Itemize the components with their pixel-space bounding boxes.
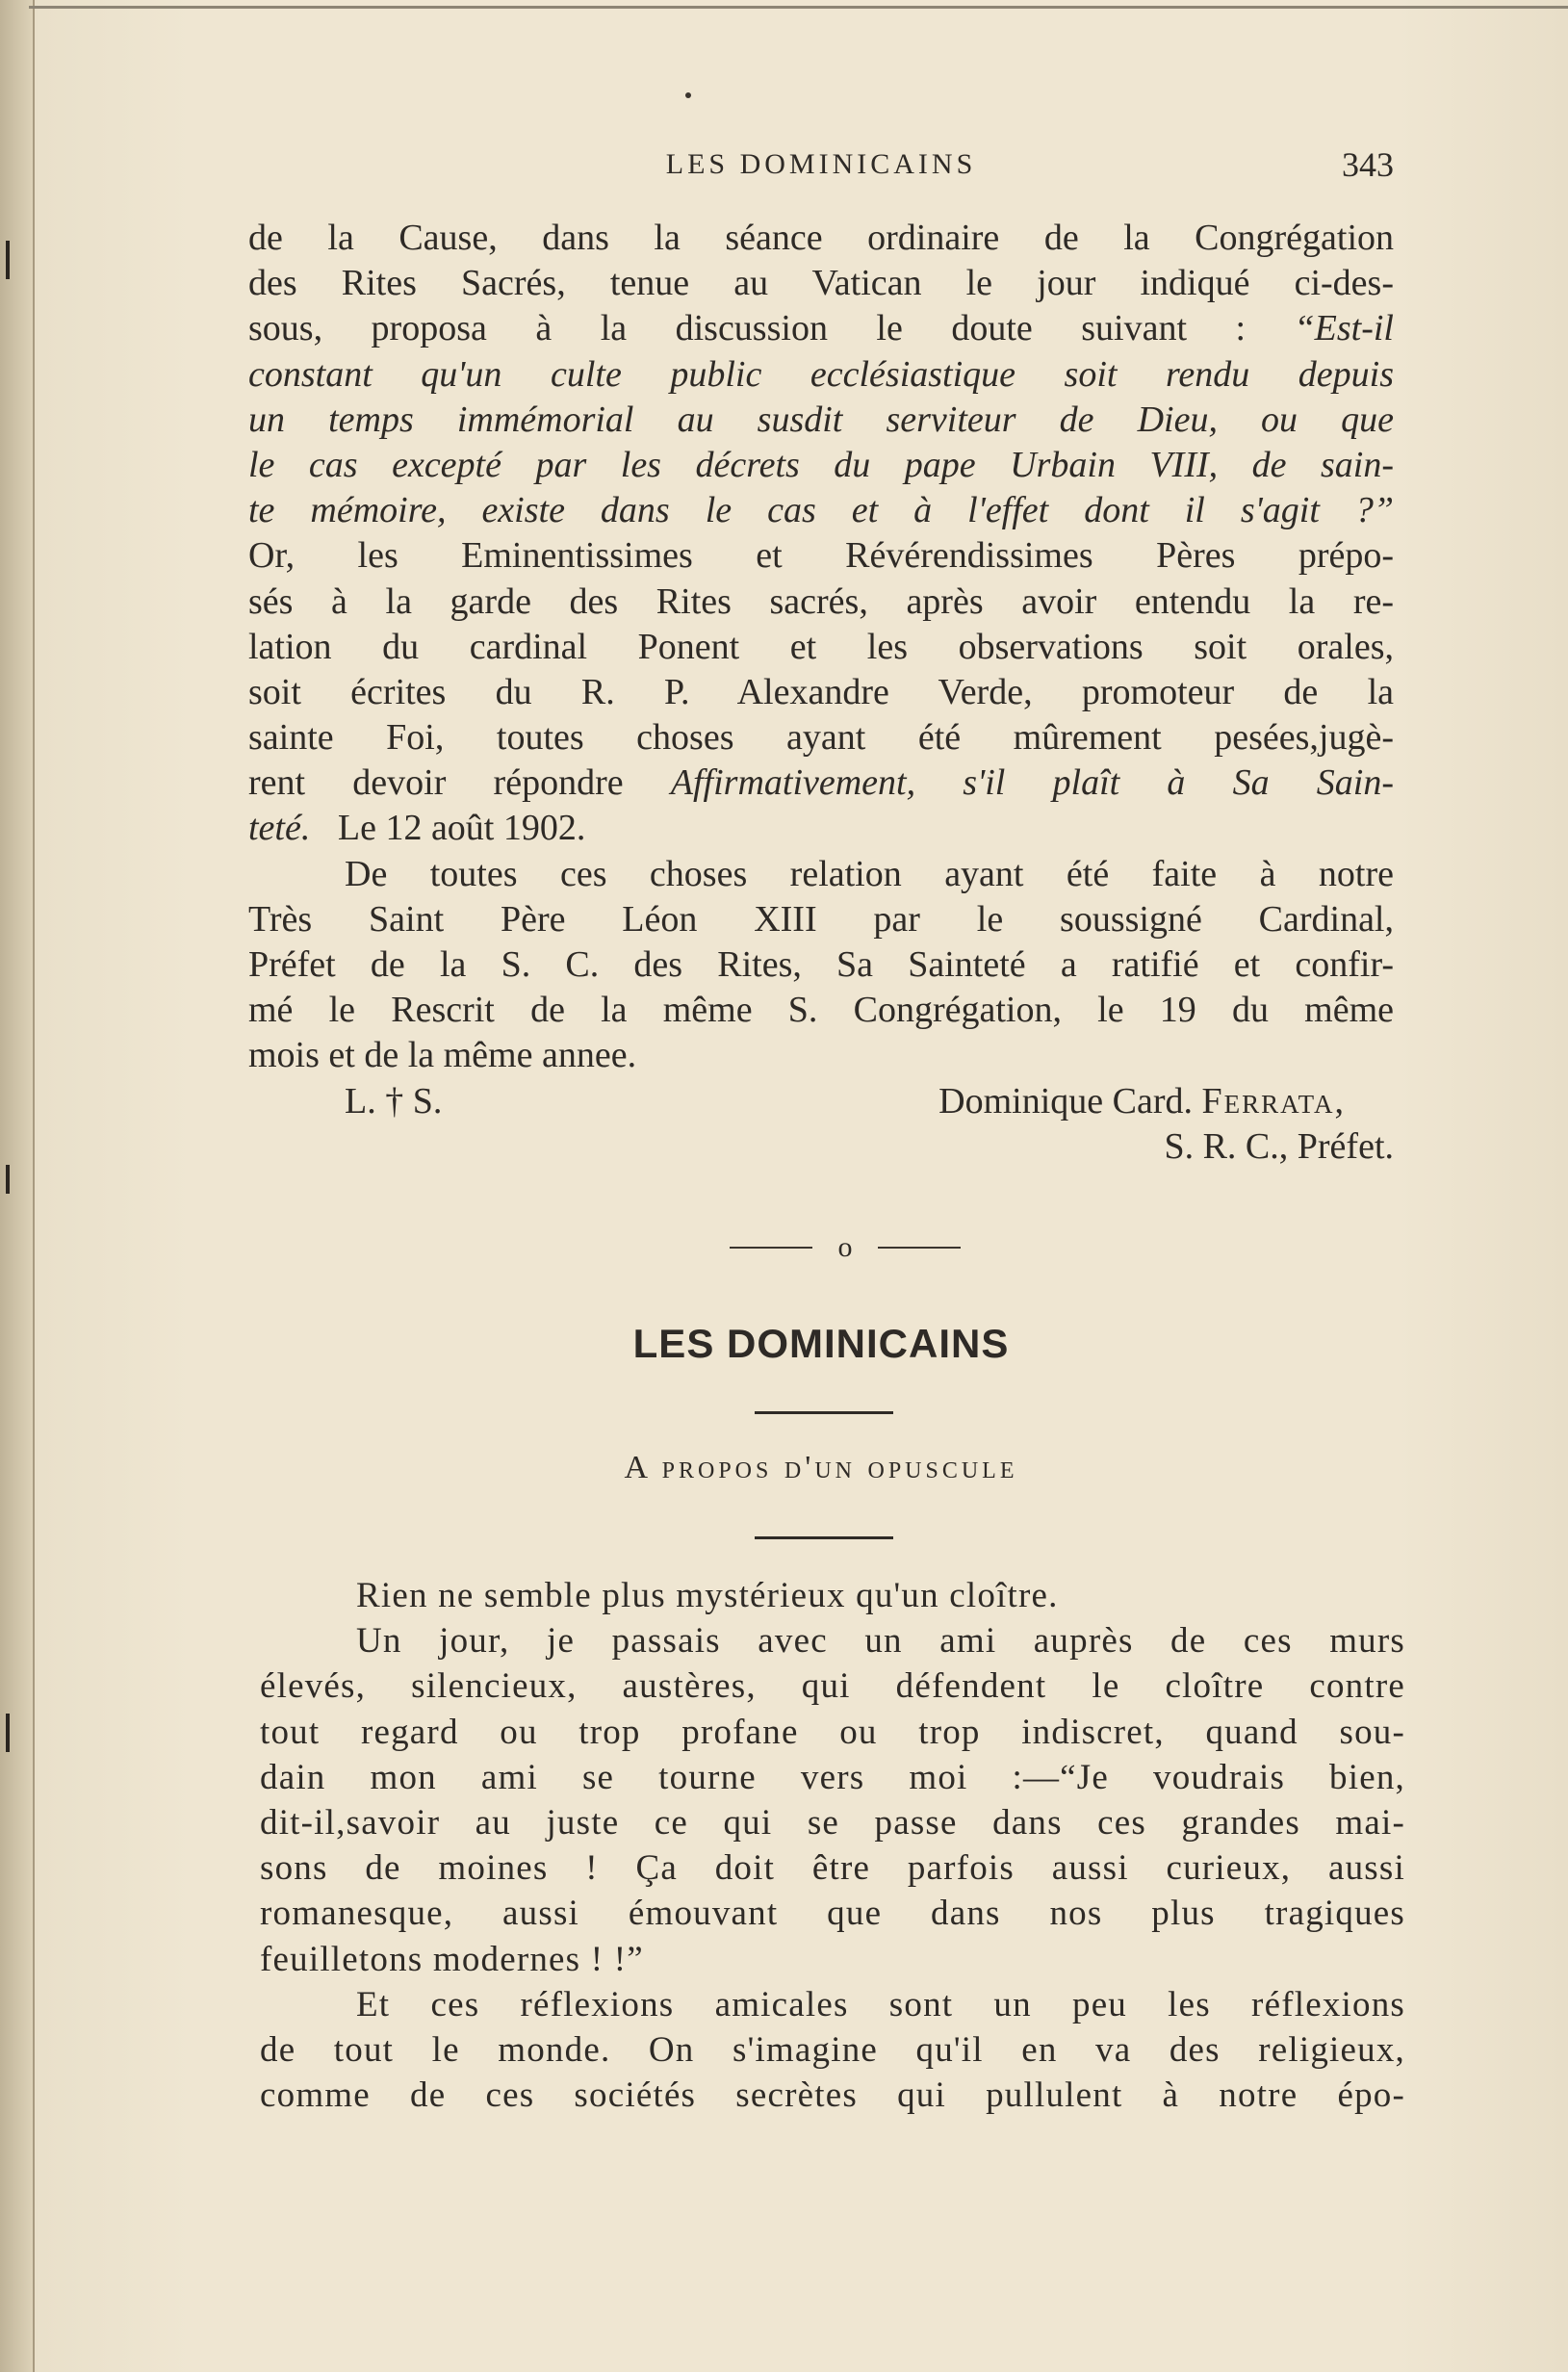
text-line — [260, 1573, 1405, 1618]
text-line — [260, 1891, 1405, 1936]
text-line — [248, 988, 1394, 1033]
text-run: mois et de la même annee. — [248, 1035, 637, 1076]
text-run: Un jour, je passais avec un ami auprès de ces murs — [356, 1621, 1405, 1662]
text-line — [248, 1033, 1394, 1078]
top-edge-line — [29, 6, 1568, 9]
text-run: Préfet de la S. C. des Rites, Sa Sainteté a ratifié et confir- — [248, 944, 1394, 985]
separator-line — [878, 1247, 961, 1249]
italic-run: le cas excepté par les décrets du pape Urbain VIII, de sain- — [248, 444, 1394, 485]
text-line — [260, 2073, 1405, 2118]
text-run: Rien ne semble plus mystérieux qu'un cloître. — [356, 1576, 1059, 1615]
section-separator — [730, 1230, 961, 1265]
text-run: Et ces réflexions amicales sont un peu les réflexions — [356, 1984, 1405, 2024]
text-line — [260, 1618, 1405, 1663]
page-number: 343 — [1342, 145, 1394, 184]
text-line — [260, 1845, 1405, 1891]
page-header — [248, 142, 1394, 191]
article-body — [260, 1573, 1405, 2118]
signatory-surname: Ferrata, — [1201, 1080, 1346, 1122]
signatory-office: S. R. C., Préfet. — [1164, 1125, 1394, 1167]
text-line — [248, 897, 1394, 942]
text-run: dain mon ami se tourne vers moi :—“Je voudrais bien, — [260, 1757, 1405, 1797]
text-run: Le 12 août 1902. — [310, 808, 586, 849]
text-run: Or, les Eminentissimes et Révérendissimes Pères prépo- — [248, 535, 1394, 577]
text-line — [248, 488, 1394, 533]
text-run: mé le Rescrit de la même S. Congrégation, le 19 du même — [248, 990, 1394, 1031]
italic-run: teté. — [248, 808, 311, 849]
text-run: de la Cause, dans la séance ordinaire de la Congrégation — [248, 218, 1394, 258]
text-run: sés à la garde des Rites sacrés, après avoir entendu la re- — [248, 580, 1394, 622]
text-run: dit-il,savoir au juste ce qui se passe dans ces grandes mai- — [260, 1802, 1405, 1843]
article-title: LES DOMINICAINS — [632, 1321, 1010, 1366]
text-line — [248, 306, 1394, 351]
text-line — [248, 398, 1394, 443]
text-run: de tout le monde. On s'imagine qu'il en va des religieux, — [260, 2029, 1405, 2070]
text-run: élevés, silencieux, austères, qui défendent le cloître contre — [260, 1666, 1405, 1707]
signature-row — [248, 1124, 1394, 1170]
text-run: sons de moines ! Ça doit être parfois aussi curieux, aussi — [260, 1848, 1405, 1889]
text-line — [260, 1663, 1405, 1709]
text-line — [248, 580, 1394, 625]
signatory-prefix: Dominique Card. — [938, 1080, 1202, 1122]
text-run: soit écrites du R. P. Alexandre Verde, promoteur de la — [248, 671, 1394, 712]
text-line — [248, 216, 1394, 261]
text-line — [248, 761, 1394, 806]
title-rule — [755, 1411, 893, 1414]
edge-mark — [6, 241, 10, 279]
separator-line — [730, 1247, 812, 1249]
running-head: LES DOMINICAINS — [665, 148, 977, 180]
text-line — [260, 1710, 1405, 1755]
separator-symbol: o — [837, 1231, 853, 1263]
italic-run: constant qu'un culte public ecclésiastique soit rendu depuis — [248, 353, 1394, 395]
italic-run: te mémoire, existe dans le cas et à l'effet dont il s'agit ?” — [248, 490, 1394, 531]
text-line — [260, 1800, 1405, 1845]
text-line — [248, 625, 1394, 670]
text-run: rent devoir répondre — [248, 762, 671, 804]
text-run: des Rites Sacrés, tenue au Vatican le jour indiqué ci-des- — [248, 263, 1394, 304]
text-run: tout regard ou trop profane ou trop indiscret, quand sou- — [260, 1712, 1405, 1752]
text-line — [248, 352, 1394, 398]
signature-row — [248, 1079, 1394, 1124]
italic-run: “Est-il — [1294, 308, 1394, 349]
edge-mark — [6, 1714, 10, 1752]
text-run: feuilletons modernes ! !” — [260, 1939, 644, 1979]
text-line — [248, 852, 1394, 897]
text-run: romanesque, aussi émouvant que dans nos plus tragiques — [260, 1894, 1405, 1934]
text-line — [248, 443, 1394, 488]
text-run: lation du cardinal Ponent et les observations soit orales, — [248, 626, 1394, 667]
text-line — [248, 533, 1394, 579]
seal-mark: L. † S. — [345, 1080, 443, 1122]
edge-mark — [6, 1165, 10, 1194]
text-run: sous, proposa à la discussion le doute suivant : — [248, 308, 1295, 349]
signatory-name — [938, 1079, 1346, 1124]
italic-run: un temps immémorial au susdit serviteur de Dieu, ou que — [248, 399, 1394, 440]
text-line — [260, 1937, 1405, 1982]
text-line — [248, 715, 1394, 761]
text-run: comme de ces sociétés secrètes qui pullulent à notre épo- — [260, 2076, 1405, 2116]
text-run: De toutes ces choses relation ayant été faite à notre — [345, 853, 1394, 894]
text-run: Très Saint Père Léon XIII par le soussigné Cardinal, — [248, 898, 1394, 940]
italic-run: Affirmativement, s'il plaît à Sa Sain- — [670, 762, 1394, 804]
text-line — [260, 1982, 1405, 2027]
text-line — [248, 670, 1394, 715]
subtitle-rule — [755, 1536, 893, 1539]
text-line — [248, 806, 1394, 851]
article-subtitle: A propos d'un opuscule — [624, 1450, 1018, 1485]
print-speck — [685, 92, 691, 98]
decree-text — [248, 216, 1394, 1170]
text-line — [260, 1755, 1405, 1800]
text-line — [248, 261, 1394, 306]
text-run: sainte Foi, toutes choses ayant été mûrement pesées,jugè- — [248, 717, 1394, 759]
text-line — [248, 942, 1394, 988]
text-line — [260, 2027, 1405, 2073]
